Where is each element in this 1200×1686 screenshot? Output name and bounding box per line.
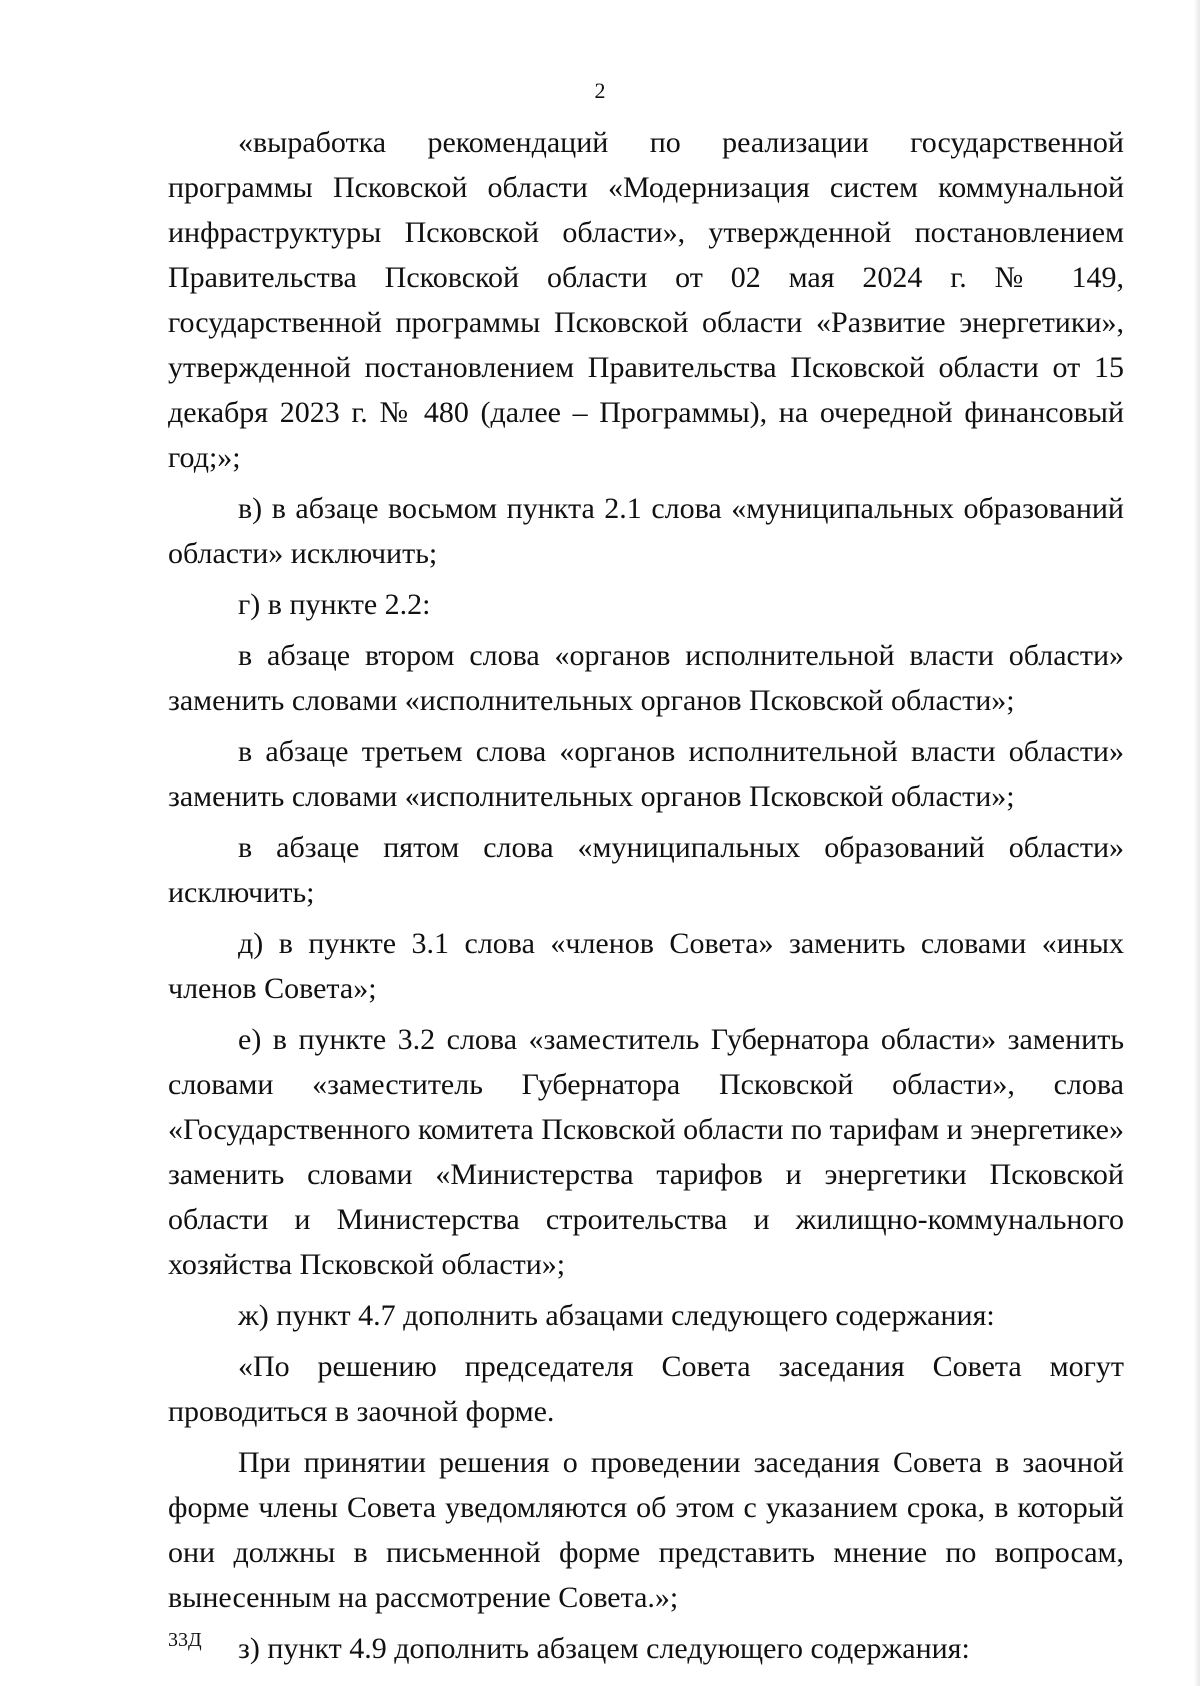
paragraph-11: При принятии решения о проведении заседания Совета в заочной форме члены Совета уведомляются об этом с указанием срока, в который они должны в письменной форме представить мнение по вопросам, вынесенным на рассмотрение Совета.»;	[168, 1446, 1124, 1614]
paragraph-6: в абзаце пятом слова «муниципальных образований области» исключить;	[168, 831, 1124, 909]
paragraph-8: е) в пункте 3.2 слова «заместитель Губернатора области» заменить словами «заместитель Губернатора Псковской области», слова «Государственного комитета Псковской области по тарифам и энергетике» заменить словами «Министерства тарифов и энергетики Псковской области и Министерства строительства и жилищно-коммунального хозяйства Псковской области»;	[168, 1023, 1124, 1281]
document-body	[168, 120, 1124, 1677]
paragraph-9: ж) пункт 4.7 дополнить абзацами следующего содержания:	[238, 1299, 995, 1332]
paragraph-2: в) в абзаце восьмом пункта 2.1 слова «муниципальных образований области» исключить;	[168, 492, 1124, 570]
paragraph-10: «По решению председателя Совета заседания Совета могут проводиться в заочной форме.	[168, 1350, 1124, 1428]
scan-edge	[1194, 0, 1200, 1686]
paragraph-3: г) в пункте 2.2:	[238, 588, 431, 621]
paragraph-7: д) в пункте 3.1 слова «членов Совета» заменить словами «иных членов Совета»;	[168, 927, 1124, 1005]
paragraph-1: «выработка рекомендаций по реализации государственной программы Псковской области «Модернизация систем коммунальной инфраструктуры Псковской области», утвержденной постановлением Правительства Псковской области от 02 мая 2024 г. № 149, государственной программы Псковской области «Развитие энергетики», утвержденной постановлением Правительства Псковской области от 15 декабря 2023 г. № 480 (далее – Программы), на очередной финансовый год;»;	[168, 126, 1124, 474]
paragraph-12: з) пункт 4.9 дополнить абзацем следующего содержания:	[238, 1632, 970, 1665]
page-number: 2	[594, 78, 606, 103]
paragraph-5: в абзаце третьем слова «органов исполнительной власти области» заменить словами «исполнительных органов Псковской области»;	[168, 735, 1124, 813]
paragraph-4: в абзаце втором слова «органов исполнительной власти области» заменить словами «исполнительных органов Псковской области»;	[168, 639, 1124, 717]
footer-code: 33Д	[168, 1629, 202, 1651]
